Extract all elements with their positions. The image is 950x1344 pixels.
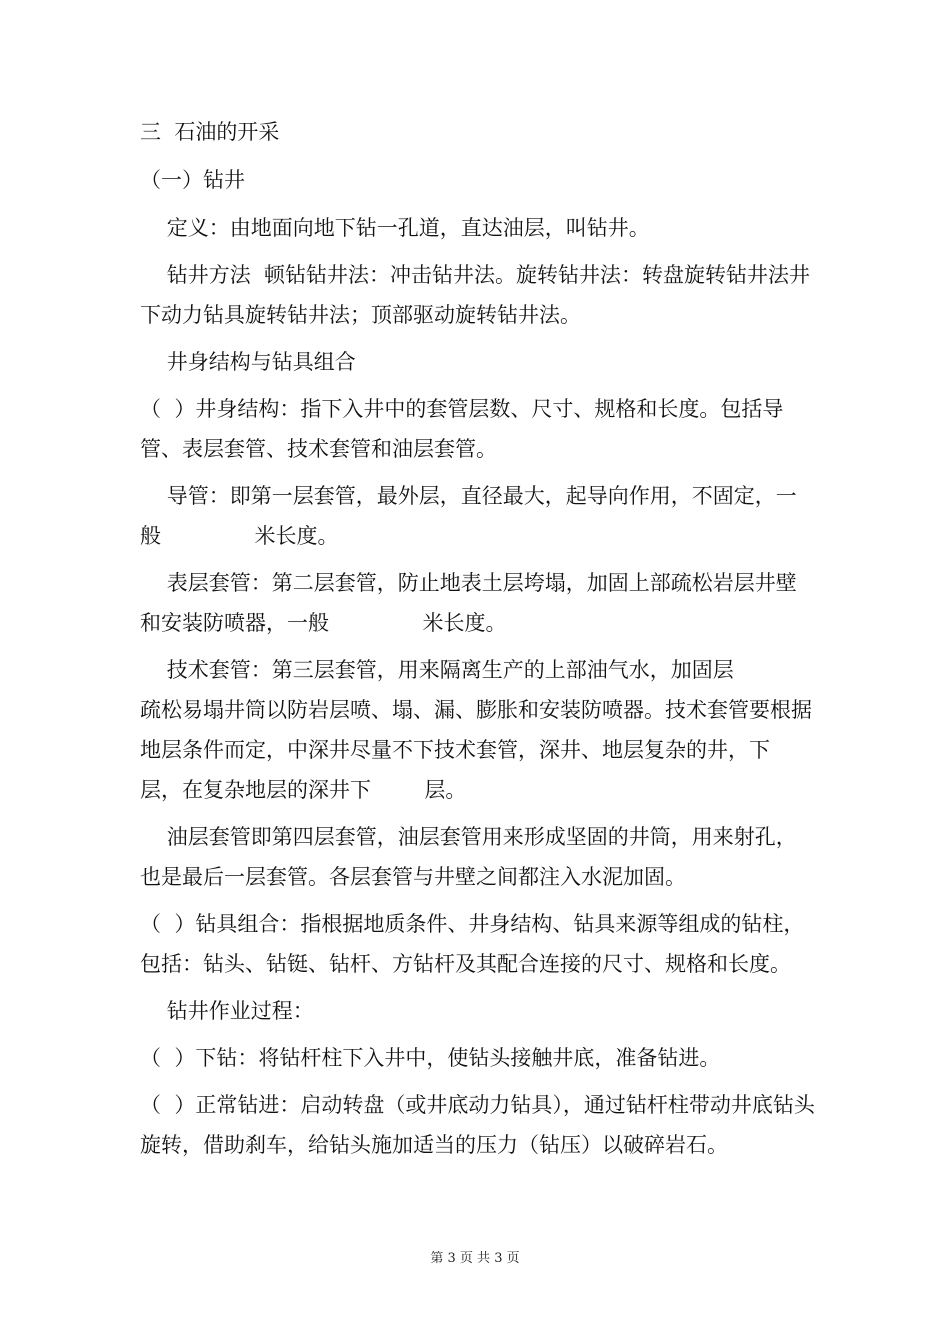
section-heading: 三 石油的开采 <box>140 120 280 144</box>
paragraph-technical-casing: 技术套管：第三层套管，用来隔离生产的上部油气水，加固层 <box>140 658 734 682</box>
paragraph-normal-drilling: （ ）正常钻进：启动转盘（或井底动力钻具），通过钻杆柱带动井底钻头旋转，借助刹车，给钻头施加适当的压力（钻压）以破碎岩石。 <box>140 1093 815 1157</box>
paragraph-tripping-in: （ ）下钻：将钻杆柱下入井中，使钻头接触井底，准备钻进。 <box>140 1046 721 1070</box>
paragraph-process-title: 钻井作业过程： <box>140 999 314 1023</box>
paragraph-well-structure: （ ）井身结构：指下入井中的套管层数、尺寸、规格和长度。包括导管、表层套管、技术套管和油层套管。 <box>140 397 784 461</box>
document-body <box>140 112 824 1172</box>
page-number-footer: 第 3 页 共 3 页 <box>430 1251 520 1266</box>
paragraph-drill-assembly: （ ）钻具组合：指根据地质条件、井身结构、钻具来源等组成的钻柱，包括：钻头、钻铤、钻杆、方钻杆及其配合连接的尺寸、规格和长度。 <box>140 912 805 976</box>
paragraph-definition: 定义：由地面向地下钻一孔道，直达油层，叫钻井。 <box>140 216 650 240</box>
paragraph-structure-title: 井身结构与钻具组合 <box>140 350 356 374</box>
paragraph-drilling-methods: 钻井方法 顿钻钻井法：冲击钻井法。旋转钻井法：转盘旋转钻井法井下动力钻具旋转钻井法；顶部驱动旋转钻井法。 <box>140 263 811 327</box>
paragraph-conductor: 导管：即第一层套管，最外层，直径最大，起导向作用，不固定，一般 米长度。 <box>140 484 797 548</box>
paragraph-technical-casing-cont: 疏松易塌井筒以防岩层喷、塌、漏、膨胀和安装防喷器。技术套管要根据地层条件而定，中深井尽量不下技术套管，深井、地层复杂的井，下 层，在复杂地层的深井下 层。 <box>140 698 824 802</box>
paragraph-production-casing: 油层套管即第四层套管，油层套管用来形成坚固的井筒，用来射孔，也是最后一层套管。各层套管与井壁之间都注入水泥加固。 <box>140 825 797 889</box>
paragraph-surface-casing: 表层套管：第二层套管，防止地表土层垮塌，加固上部疏松岩层井壁和安装防喷器，一般 米长度。 <box>140 571 797 635</box>
subsection-heading: （一）钻井 <box>140 168 245 192</box>
